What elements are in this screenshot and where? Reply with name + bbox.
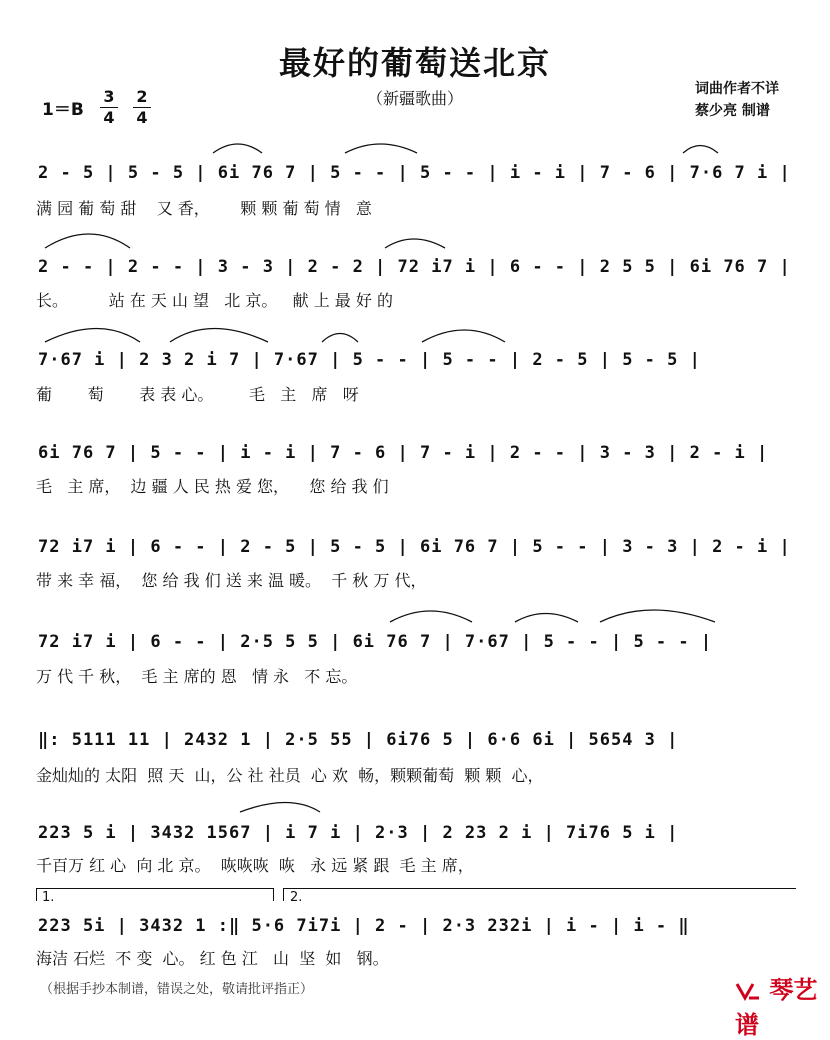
score-line-8-lyrics: 千百万 红 心 向 北 京。 咴咴咴 咴 永 远 紧 跟 毛 主 席， xyxy=(36,856,474,875)
score-line-2-lyrics: 长。 站 在 天 山 望 北 京。 献 上 最 好 的 xyxy=(36,291,393,310)
time-sig-bottom: 4 xyxy=(136,108,148,127)
score-line-1-lyrics: 满 园 葡 萄 甜 又 香， 颗 颗 葡 萄 情 意 xyxy=(36,199,372,218)
song-subtitle: （新疆歌曲） xyxy=(366,89,463,108)
score-line-6-lyrics: 万 代 千 秋， 毛 主 席的 恩 情 永 不 忘。 xyxy=(36,667,358,686)
time-sig-top: 3 xyxy=(103,87,115,106)
score-line-7-lyrics: 金灿灿的 太阳 照 天 山，公 社 社员 心 欢 畅，颗颗葡萄 颗 颗 心， xyxy=(36,766,544,785)
score-line-1-notes: 2 - 5 | 5 - 5 | 6i 76 7 | 5 - - | 5 - - | i - i | 7 - 6 | 7·6 7 i | xyxy=(38,163,791,183)
credit-arranger: 蔡少亮 制谱 xyxy=(695,103,770,119)
time-sig-top: 2 xyxy=(136,87,148,106)
score-line-7-notes: ‖: 5111 11 | 2432 1 | 2·5 55 | 6i76 5 | 6·6 6i | 5654 3 | xyxy=(38,730,679,750)
score-line-5-notes: 72 i7 i | 6 - - | 2 - 5 | 5 - 5 | 6i 76 7 | 5 - - | 3 - 3 | 2 - i | xyxy=(38,537,791,557)
key-signature: 1＝B xyxy=(42,100,84,120)
score-line-2-notes: 2 - - | 2 - - | 3 - 3 | 2 - 2 | 72 i7 i | 6 - - | 2 5 5 | 6i 76 7 | xyxy=(38,257,791,277)
score-line-3-notes: 7·67 i | 2 3 2 i 7 | 7·67 | 5 - - | 5 - - | 2 - 5 | 5 - 5 | xyxy=(38,350,701,370)
volta-label-1: 1. xyxy=(42,890,55,905)
score-line-5-lyrics: 带 来 幸 福， 您 给 我 们 送 来 温 暖。 千 秋 万 代， xyxy=(36,571,427,590)
volta-label-2: 2. xyxy=(290,890,303,905)
score-line-9-notes: 223 5i | 3432 1 :‖ 5·6 7i7i | 2 - | 2·3 232i | i - | i - ‖ xyxy=(38,916,690,936)
score-line-9-lyrics: 海洁 石烂 不 变 心。 红 色 江 山 坚 如 钢。 xyxy=(36,949,389,968)
score-line-3-lyrics: 葡 萄 表 表 心。 毛 主 席 呀 xyxy=(36,385,359,404)
score-line-6-notes: 72 i7 i | 6 - - | 2·5 5 5 | 6i 76 7 | 7·67 | 5 - - | 5 - - | xyxy=(38,632,713,652)
score-line-8-notes: 223 5 i | 3432 1567 | i 7 i | 2·3 | 2 23 2 i | 7i76 5 i | xyxy=(38,823,679,843)
score-line-4-lyrics: 毛 主 席， 边 疆 人 民 热 爱 您， 您 给 我 们 xyxy=(36,477,389,496)
footnote: （根据手抄本制谱，错误之处，敬请批评指正） xyxy=(40,982,314,997)
song-title: 最好的葡萄送北京 xyxy=(278,44,551,82)
logo-text: 琴艺谱 xyxy=(735,976,818,1039)
score-line-4-notes: 6i 76 7 | 5 - - | i - i | 7 - 6 | 7 - i | 2 - - | 3 - 3 | 2 - i | xyxy=(38,443,769,463)
time-sig-bottom: 4 xyxy=(103,108,115,127)
credit-author: 词曲作者不详 xyxy=(695,81,779,97)
